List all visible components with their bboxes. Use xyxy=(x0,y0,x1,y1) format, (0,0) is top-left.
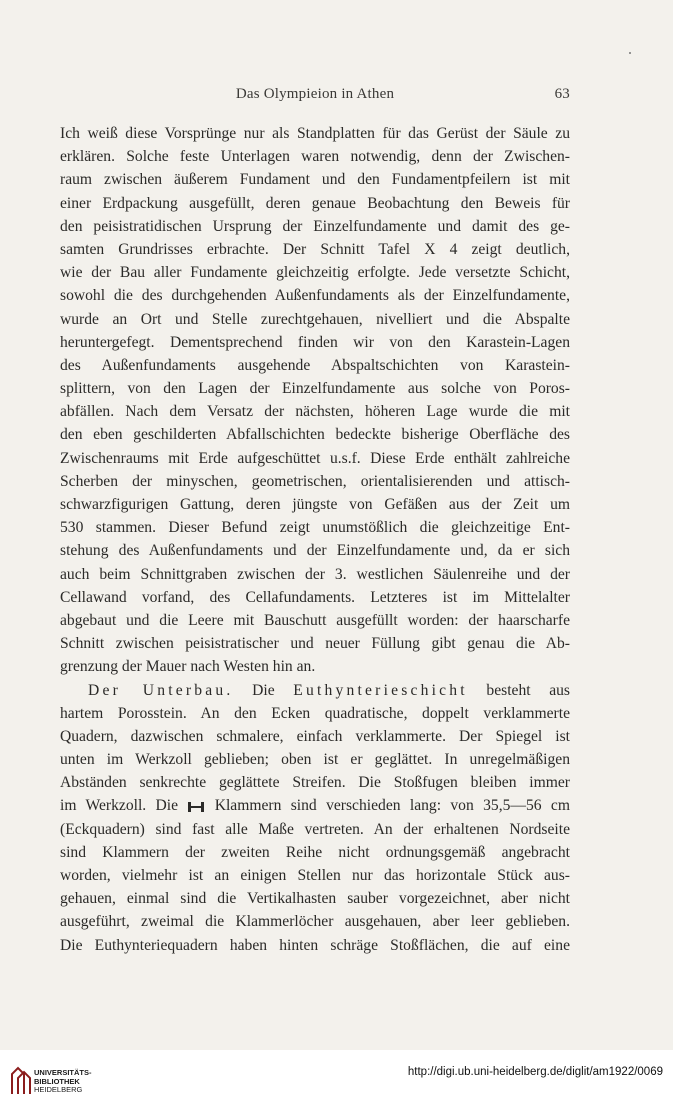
inline-text: besteht aus xyxy=(467,681,570,699)
text-line: einer Erdpackung ausgefüllt, deren genaue Beobachtung den Beweis für xyxy=(60,194,570,212)
library-name xyxy=(34,1069,92,1095)
text-line: (Eckquadern) sind fast alle Maße vertreten. An der erhaltenen Nordseite xyxy=(60,820,570,838)
text-line: Cellawand vorfand, des Cellafundaments. Letzteres ist im Mittelalter xyxy=(60,588,570,606)
clamp-line xyxy=(60,794,570,817)
text-line: sind Klammern der zweiten Reihe nicht ordnungsgemäß angebracht xyxy=(60,843,570,861)
text-line: stehung des Außenfundaments und der Einzelfundamente und, da er sich xyxy=(60,542,570,560)
text-line: abfällen. Nach dem Versatz der nächsten, höheren Lage wurde die mit xyxy=(60,403,570,421)
text-line: auch beim Schnittgraben zwischen der 3. westlichen Säulenreihe und der xyxy=(60,565,570,583)
header-title: Das Olympieion in Athen xyxy=(235,86,395,102)
digitization-footer xyxy=(0,1050,673,1106)
library-name-line: BIBLIOTHEK xyxy=(34,1076,80,1086)
text-line: den peisistratidischen Ursprung der Einzelfundamente und damit des ge- xyxy=(60,217,570,235)
text-line: raum zwischen äußerem Fundament und den Fundamentpfeilern ist mit xyxy=(60,171,570,189)
text-line: hartem Porosstein. An den Ecken quadratische, doppelt verklammerte xyxy=(60,704,570,722)
text-line: ausgeführt, zweimal die Klammerlöcher ausgehauen, aber leer geblieben. xyxy=(60,913,570,931)
library-name-line: HEIDELBERG xyxy=(34,1085,83,1094)
text-line: Quadern, dazwischen schmalere, einfach verklammerte. Der Spiegel ist xyxy=(60,727,570,745)
source-url-link[interactable]: http://digi.ub.uni-heidelberg.de/diglit/am1922/0069 xyxy=(407,1066,663,1078)
body-text xyxy=(60,122,570,957)
section-start-line xyxy=(60,679,570,702)
text-line: abgebaut und die Leere mit Bauschutt ausgefüllt worden: der haarscharfe xyxy=(60,611,570,629)
section-heading: Der Unterbau. xyxy=(88,681,234,699)
text-line: Zwischenraums mit Erde aufgeschüttet u.s.f. Diese Erde enthält zahlreiche xyxy=(60,449,570,467)
inline-text: im Werkzoll. Die xyxy=(60,797,188,815)
running-header xyxy=(60,86,570,106)
text-line: Die Euthynteriequadern haben hinten schräge Stoßflächen, die auf eine xyxy=(60,936,570,954)
text-line: worden, vielmehr ist an einigen Stellen nur das horizontale Stück aus- xyxy=(60,867,570,884)
text-line: schwarzfigurigen Gattung, deren jüngste von Gefäßen aus der Zeit um xyxy=(60,496,570,513)
text-line: 530 stammen. Dieser Befund zeigt unumstößlich die gleichzeitige Ent- xyxy=(60,519,570,537)
text-line: den eben geschilderten Abfallschichten bedeckte bisherige Oberfläche des xyxy=(60,426,570,444)
inline-text: Klammern sind verschieden lang: von 35,5—56 cm xyxy=(205,797,570,815)
text-line: Scherben der minyschen, geometrischen, orientalisierenden und attisch- xyxy=(60,472,570,490)
text-line: unten im Werkzoll geblieben; oben ist er geglättet. In unregelmäßigen xyxy=(60,751,570,769)
text-line: heruntergefegt. Dementsprechend finden wir von den Karastein-Lagen xyxy=(60,333,570,351)
text-line: samten Grundrisses erbrachte. Der Schnitt Tafel X 4 zeigt deutlich, xyxy=(60,240,570,258)
page-number: 63 xyxy=(554,86,570,102)
text-line: erklären. Solche feste Unterlagen waren notwendig, denn der Zwischen- xyxy=(60,148,570,166)
text-line: wie der Bau aller Fundamente gleichzeitig erfolgte. Jede versetzte Schicht, xyxy=(60,264,570,282)
text-line: des Außenfundaments ausgehende Abspaltschichten von Karastein- xyxy=(60,356,570,374)
inline-text: Die xyxy=(233,681,294,699)
text-line: sowohl die des durchgehenden Außenfundaments als der Einzelfundamente, xyxy=(60,287,570,305)
library-name-line: UNIVERSITÄTS- xyxy=(34,1068,92,1077)
emphasized-term: Euthynterieschicht xyxy=(293,681,468,699)
specks xyxy=(629,52,631,54)
text-line: grenzung der Mauer nach Westen hin an. xyxy=(60,658,316,676)
text-line: Schnitt zwischen peisistratischer und neuer Füllung gibt genau die Ab- xyxy=(60,635,570,653)
text-line: splittern, von den Lagen der Einzelfundamente aus solche von Poros- xyxy=(60,380,570,398)
text-line: Ich weiß diese Vorsprünge nur als Standplatten für das Gerüst der Säule zu xyxy=(60,125,570,142)
clamp-symbol-icon xyxy=(188,802,204,812)
text-line: wurde an Ort und Stelle zurechtgehauen, nivelliert und die Abspalte xyxy=(60,310,570,328)
text-line: Abständen senkrechte geglättete Streifen. Die Stoßfugen bleiben immer xyxy=(60,774,570,792)
text-line: gehauen, einmal sind die Vertikalhasten sauber vorgezeichnet, aber nicht xyxy=(60,890,570,908)
